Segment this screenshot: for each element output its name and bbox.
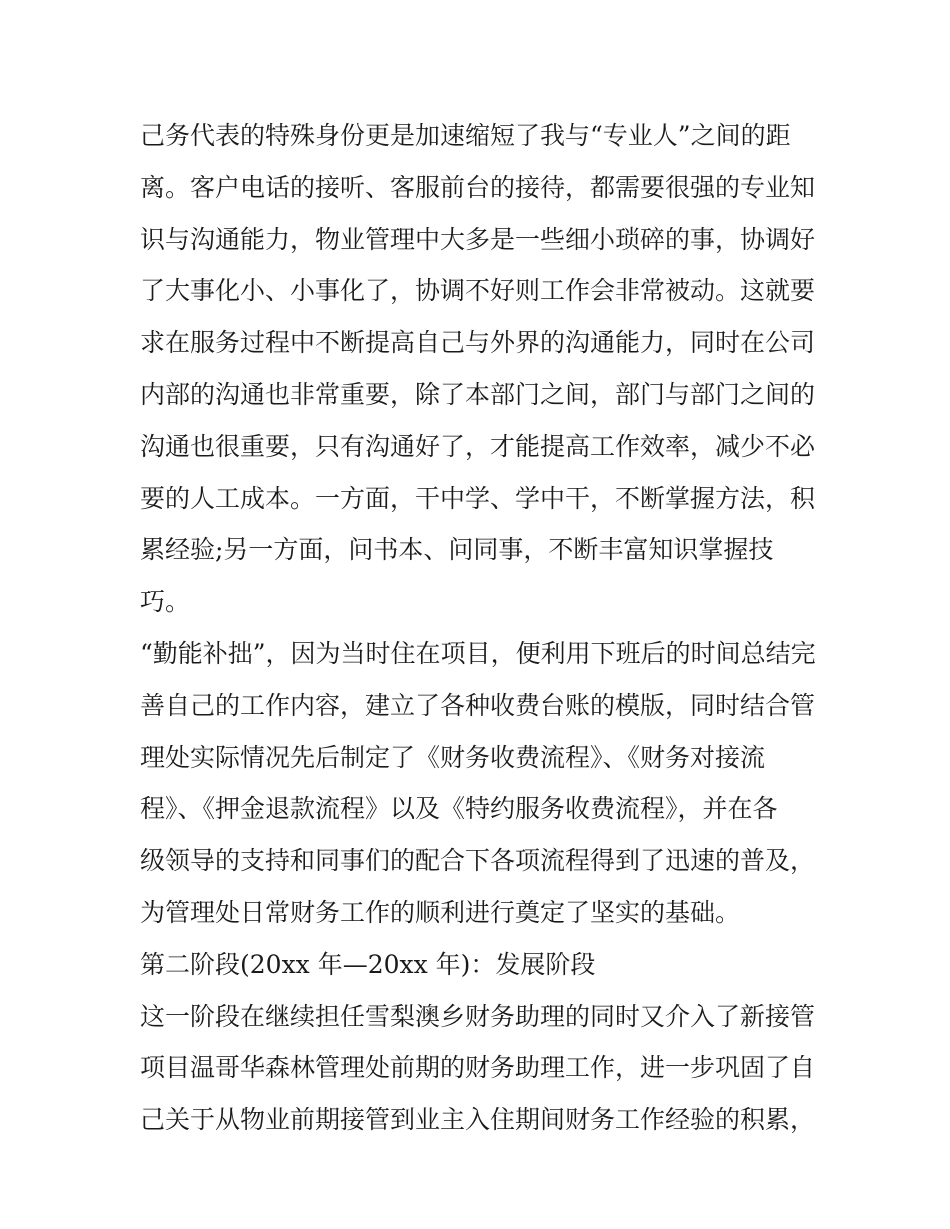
text-line: “勤能补拙”，因为当时住在项目，便利用下班后的时间总结完 xyxy=(140,638,816,668)
text-line: 了大事化小、小事化了，协调不好则工作会非常被动。这就要 xyxy=(140,276,816,306)
text-line: 离。客户电话的接听、客服前台的接待，都需要很强的专业知 xyxy=(140,172,816,202)
text-line: 理处实际情况先后制定了《财务收费流程》、《财务对接流 xyxy=(140,742,766,772)
body-text xyxy=(140,110,820,1146)
section-heading: 第二阶段(20xx 年—20xx 年)：发展阶段 xyxy=(140,949,596,979)
text-line: 内部的沟通也非常重要，除了本部门之间，部门与部门之间的 xyxy=(140,379,816,409)
text-line: 己务代表的特殊身份更是加速缩短了我与“专业人”之间的距 xyxy=(140,121,791,150)
text-line: 这一阶段在继续担任雪梨澳乡财务助理的同时又介入了新接管 xyxy=(140,1001,816,1031)
text-line: 程》、《押金退款流程》以及《特约服务收费流程》，并在各 xyxy=(140,794,778,824)
text-line: 为管理处日常财务工作的顺利进行奠定了坚实的基础。 xyxy=(140,897,741,927)
text-line: 巧。 xyxy=(140,587,191,617)
text-line: 沟通也很重要，只有沟通好了，才能提高工作效率，减少不必 xyxy=(140,431,816,461)
text-line: 求在服务过程中不断提高自己与外界的沟通能力，同时在公司 xyxy=(140,328,816,358)
text-line: 善自己的工作内容，建立了各种收费台账的模版，同时结合管 xyxy=(140,690,816,720)
text-line: 累经验;另一方面，问书本、问同事，不断丰富知识掌握技 xyxy=(140,535,774,565)
text-line: 级领导的支持和同事们的配合下各项流程得到了迅速的普及， xyxy=(140,846,816,876)
text-line: 要的人工成本。一方面，干中学、学中干，不断掌握方法，积 xyxy=(140,483,816,513)
text-line: 识与沟通能力，物业管理中大多是一些细小琐碎的事，协调好 xyxy=(140,224,816,254)
text-line: 己关于从物业前期接管到业主入住期间财务工作经验的积累， xyxy=(140,1105,816,1135)
text-line: 项目温哥华森林管理处前期的财务助理工作，进一步巩固了自 xyxy=(140,1053,816,1083)
